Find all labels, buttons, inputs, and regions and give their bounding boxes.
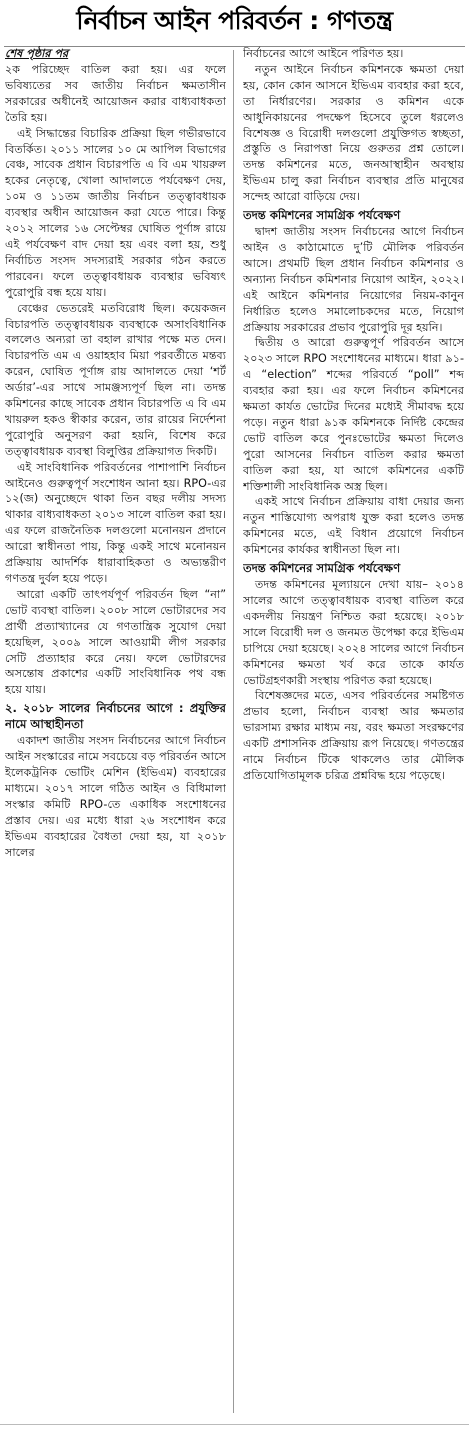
paragraph: একাদশ জাতীয় সংসদ নির্বাচনের আগে নির্বাচন আইন সংস্কারের নামে সবচেয়ে বড় পরিবর্তন আসে ইলেকট্রনিক ভোটিং মেশিন (ইভিএম) ব্যবহারের মাধ্যমে। ২০১৭ সালে গঠিত আইন ও বিধিমালা সংস্কার কমিটি RPO-তে একাধিক সংশোধনের প্রস্তাব দেয়। এর মধ্যে ধারা ২৬ সংশোধন করে ইভিএম ব্যবহারের বৈধতা দেয়া হয়, যা ২০১৮ সালের — [5, 734, 226, 859]
section-heading-observation: তদন্ত কমিশনের সামগ্রিক পর্যবেক্ষণ — [243, 561, 401, 576]
headline: নির্বাচন আইন পরিবর্তন : গণতন্ত্র — [76, 5, 393, 35]
right-column — [243, 46, 464, 1421]
paragraph: দ্বিতীয় ও আরো গুরুত্বপূর্ণ পরিবর্তন আসে ২০২৩ সালে RPO সংশোধনের মাধ্যমে। ধারা ৯১-এ “election” শব্দের পরিবর্তে “poll” শব্দ ব্যবহার করা হয়। এর ফলে নির্বাচন কমিশনের ক্ষমতা কার্যত ভোটের দিনের মধ্যেই সীমাবদ্ধ হয়ে পড়ে। নতুন ধারা ৯১ক কমিশনকে নির্দিষ্ট কেন্দ্রের ভোট বাতিল করে পুনঃভোটের ক্ষমতা দিলেও পুরো আসনের নির্বাচন বাতিল করার ক্ষমতা বাতিল করা হয়, যা আগে কমিশনের একটি শক্তিশালী সাংবিধানিক অস্ত্র ছিল। — [243, 336, 464, 493]
page-bottom-edge — [0, 1424, 469, 1433]
paragraph: একই সাথে নির্বাচন প্রক্রিয়ায় বাধা দেয়ার জন্য নতুন শাস্তিযোগ্য অপরাধ যুক্ত করা হলেও তদন্ত কমিশনের মতে, এই বিধান প্রয়োগে নির্বাচন কমিশনের কার্যকর স্বাধীনতা ছিল না। — [243, 495, 464, 557]
column-divider — [233, 50, 234, 1413]
paragraph: ২ক পরিচ্ছেদ বাতিল করা হয়। এর ফলে ভবিষ্যতের সব জাতীয় নির্বাচন ক্ষমতাসীন সরকারের অধীনেই আয়োজন করার বাধ্যবাধকতা তৈরি হয়। — [5, 63, 226, 124]
section-heading-2024: তদন্ত কমিশনের সামগ্রিক পর্যবেক্ষণ — [243, 208, 401, 223]
left-column — [5, 46, 226, 1421]
paragraph: বিশেষজ্ঞদের মতে, এসব পরিবর্তনের সমষ্টিগত প্রভাব হলো, নির্বাচন ব্যবস্থা আর ক্ষমতার ভারসাম্য রক্ষার মাধ্যম নয়, বরং ক্ষমতা সংরক্ষণের একটি প্রশাসনিক প্রক্রিয়ায় রূপ নিয়েছে। গণতন্ত্রের নামে নির্বাচন টিকে থাকলেও তার মৌলিক প্রতিযোগিতামূলক চরিত্র প্রশ্নবিদ্ধ হয়ে পড়েছে। — [243, 689, 464, 782]
paragraph: নতুন আইনে নির্বাচন কমিশনকে ক্ষমতা দেয়া হয়, কোন কোন আসনে ইভিএম ব্যবহার করা হবে, তা নির্ধারণের। সরকার ও কমিশন একে আধুনিকায়নের পদক্ষেপ হিসেবে তুলে ধরলেও বিশেষজ্ঞ ও বিরোধী দলগুলো প্রযুক্তিগত স্বচ্ছতা, প্রস্তুতি ও নিরাপত্তা নিয়ে গুরুতর প্রশ্ন তোলে। তদন্ত কমিশনের মতে, জনআস্থাহীন অবস্থায় ইভিএম চালু করা নির্বাচন ব্যবস্থার প্রতি মানুষের সন্দেহ আরো বাড়িয়ে দেয়। — [243, 62, 464, 204]
paragraph: আরো একটি তাৎপর্যপূর্ণ পরিবর্তন ছিল “না” ভোট ব্যবস্থা বাতিল। ২০০৮ সালে ভোটারদের সব প্রার্থী প্রত্যাখ্যানের যে গণতান্ত্রিক সুযোগ দেয়া হয়েছিল, ২০০৯ সালে আওয়ামী লীগ সরকার সেটি প্রত্যাহার করে নেয়। ফলে ভোটারদের অসন্তোষ প্রকাশের একটি সাংবিধানিক পথ বন্ধ হয়ে যায়। — [5, 587, 226, 697]
paragraph: দ্বাদশ জাতীয় সংসদ নির্বাচনের আগে নির্বাচন আইন ও কাঠামোতে দু’টি মৌলিক পরিবর্তন আসে। প্রথমটি ছিল প্রধান নির্বাচন কমিশনার ও অন্যান্য নির্বাচন কমিশনার নিয়োগ আইন, ২০২২। এই আইনে কমিশনার নিয়োগের নিয়ম-কানুন নির্ধারিত হলেও সমালোচকদের মতে, নিয়োগ প্রক্রিয়ায় সরকারের প্রভাব পুরোপুরি দূর হয়নি। — [243, 225, 464, 334]
section-heading-2018: ২. ২০১৮ সালের নির্বাচনের আগে : প্রযুক্তির নামে আস্থাহীনতা — [5, 701, 226, 732]
paragraph: এই সাংবিধানিক পরিবর্তনের পাশাপাশি নির্বাচন আইনেও গুরুত্বপূর্ণ সংশোধন আনা হয়। RPO-এর ১২(জ) অনুচ্ছেদে থাকা তিন বছর দলীয় সদস্য থাকার বাধ্যবাধকতা ২০১৩ সালে বাতিল করা হয়। এর ফলে রাজনৈতিক দলগুলো মনোনয়ন প্রদানে আরো স্বাধীনতা পায়, কিন্তু একই সাথে মনোনয়ন প্রক্রিয়ায় আদর্শিক ধারাবাহিকতা ও অভ্যন্তরীণ গণতন্ত্র দুর্বল হয়ে পড়ে। — [5, 460, 226, 585]
continuation-kicker: শেষ পৃষ্ঠার পর — [5, 47, 69, 60]
paragraph: নির্বাচনের আগে আইনে পরিণত হয়। — [243, 47, 404, 60]
paragraph: তদন্ত কমিশনের মূল্যায়নে দেখা যায়– ২০১৪ সালের আগে তত্ত্বাবধায়ক ব্যবস্থা বাতিল করে একদলীয় নিয়ন্ত্রণ নিশ্চিত করা হয়েছে। ২০১৮ সালে বিরোধী দল ও জনমত উপেক্ষা করে ইভিএম চাপিয়ে দেয়া হয়েছে। ২০২৪ সালের আগে নির্বাচন কমিশনের ক্ষমতা খর্ব করে তাকে কার্যত ভোটগ্রহণকারী সংস্থায় পরিণত করা হয়েছে। — [243, 578, 464, 687]
paragraph: বেঞ্চের ভেতরেই মতবিরোধ ছিল। কয়েকজন বিচারপতি তত্ত্বাবধায়ক ব্যবস্থাকে অসাংবিধানিক বললেও অন্যরা তা বহাল রাখার পক্ষে মত দেন। বিচারপতি এম এ ওয়াহহাব মিয়া পরবর্তীতে মন্তব্য করেন, ঘোষিত পূর্ণাঙ্গ রায় আদালতে দেয়া ‘শর্ট অর্ডার’-এর সাথে সামঞ্জস্যপূর্ণ ছিল না। তদন্ত কমিশনের কাছে সাবেক প্রধান বিচারপতি এ বি এম খায়রুল হকও স্বীকার করেন, তার রায়ের নির্দেশনা পুরোপুরি অনুসরণ করা হয়নি, বিশেষ করে তত্ত্বাবধায়ক ব্যবস্থা বিলুপ্তির প্রক্রিয়াগত দিকটি। — [5, 301, 226, 458]
paragraph: এই সিদ্ধান্তের বিচারিক প্রক্রিয়া ছিল গভীরভাবে বিতর্কিত। ২০১১ সালের ১০ মে আপিল বিভাগের বেঞ্চ, সাবেক প্রধান বিচারপতি এ বি এম খায়রুল হকের নেতৃত্বে, খোলা আদালতে পর্যবেক্ষণ দেয়, ১০ম ও ১১তম জাতীয় নির্বাচন তত্ত্বাবধায়ক ব্যবস্থার অধীন আয়োজন করা যেতে পারে। কিন্তু ২০১২ সালের ১৬ সেপ্টেম্বর ঘোষিত পূর্ণাঙ্গ রায়ে এই পর্যবেক্ষণ বাদ দেয়া হয় এবং বলা হয়, শুধু নির্বাচিত সংসদ সদস্যরাই সরকার গঠন করতে পারবেন। ফলে তত্ত্বাবধায়ক ব্যবস্থার ভবিষ্যৎ পুরোপুরি বন্ধ হয়ে যায়। — [5, 126, 226, 299]
